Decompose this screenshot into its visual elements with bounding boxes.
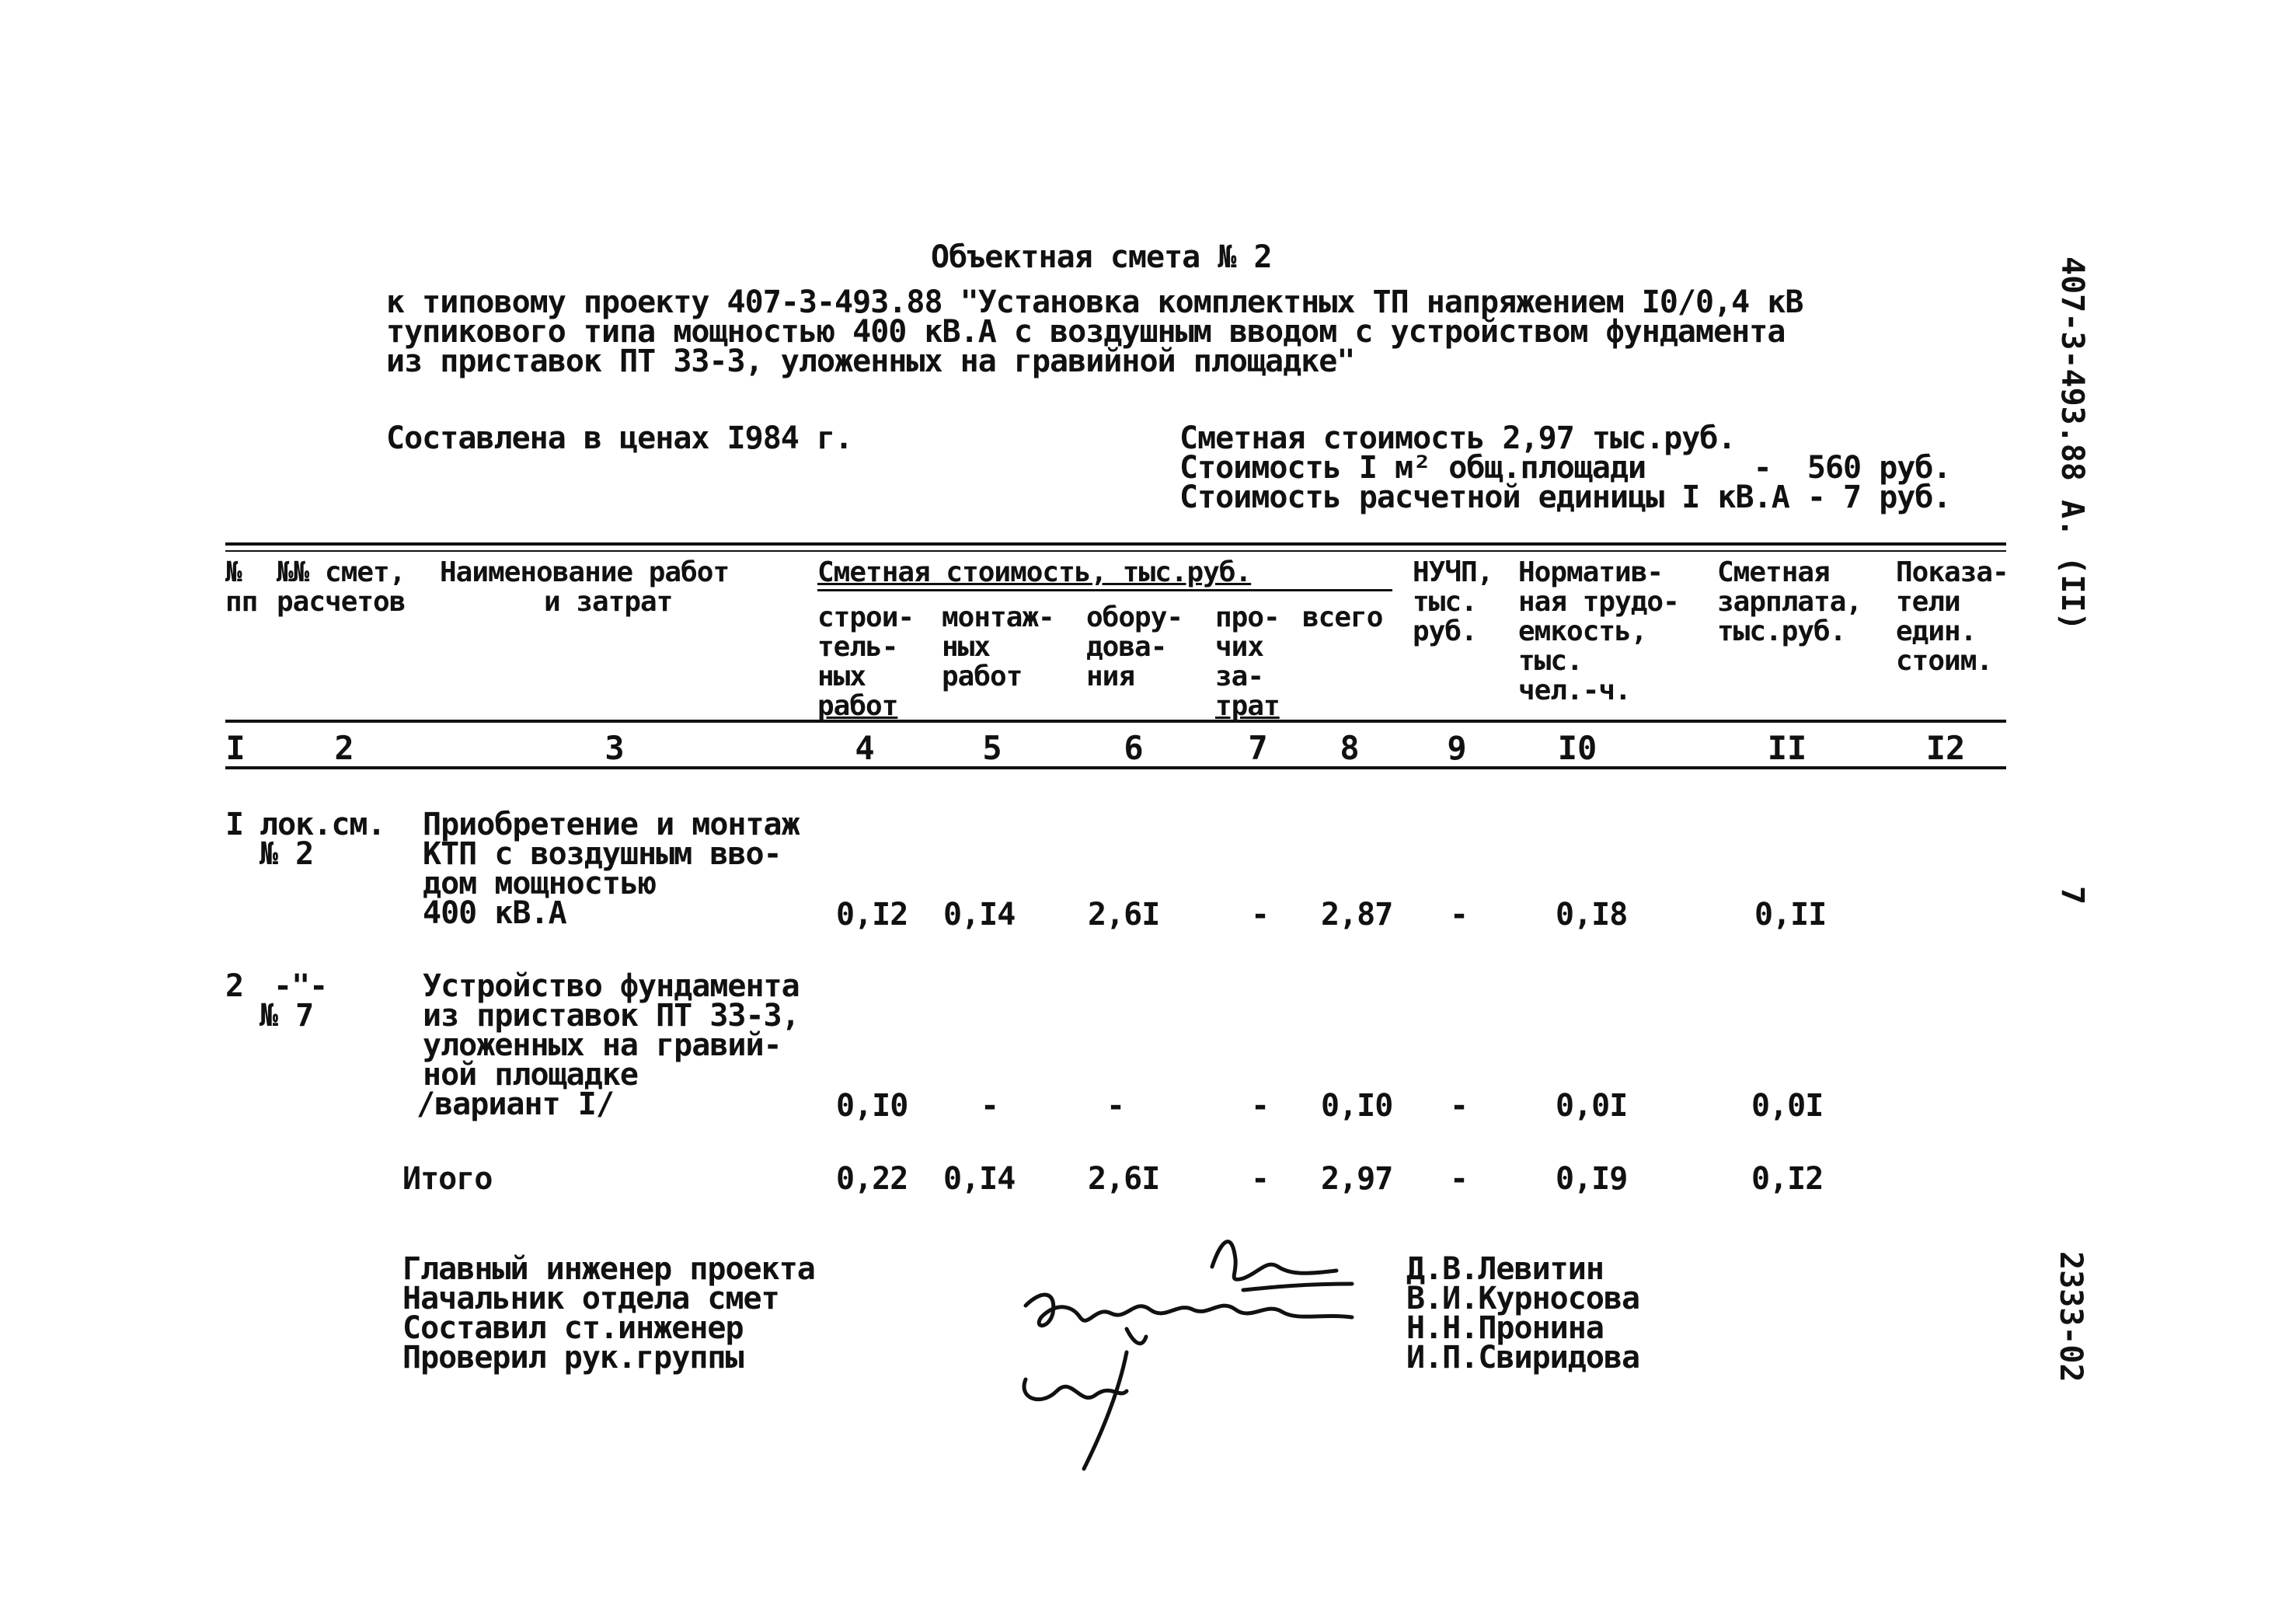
total-total: 2,97 xyxy=(1321,1161,1393,1197)
header-col-5-line-2: ных xyxy=(942,631,991,663)
header-col-11-line-1: Сметная xyxy=(1717,556,1830,588)
subtitle-line-1: к типовому проекту 407-3-493.88 "Установка комплектных ТП напряжением I0/0,4 кВ xyxy=(386,284,1803,320)
total-label: Итого xyxy=(402,1161,493,1197)
header-col-8: всего xyxy=(1302,602,1383,633)
header-col-7-line-2: чих xyxy=(1215,631,1264,663)
cell-installation-works: - xyxy=(981,1088,999,1124)
cell-nuchp: - xyxy=(1450,1088,1469,1124)
colnum-7: 7 xyxy=(1248,729,1268,767)
row-smeta-line-2: № 7 xyxy=(260,998,314,1034)
cell-salary: 0,II xyxy=(1754,897,1827,933)
header-col-11-line-3: тыс.руб. xyxy=(1717,615,1846,647)
row-name-line-2: из приставок ПТ 33-3, xyxy=(423,998,800,1034)
colnum-3: 3 xyxy=(604,729,625,767)
row-name-line-4: 400 кВ.А xyxy=(423,895,566,931)
header-col-12-line-2: тели xyxy=(1896,586,1960,618)
summary-cost-per-unit: Стоимость расчетной единицы I кВ.А - 7 руб. xyxy=(1179,479,1951,515)
row-name-line-4: ной площадке xyxy=(423,1057,638,1093)
row-number: I xyxy=(225,807,244,842)
colnum-10: I0 xyxy=(1557,729,1597,767)
cell-total: 0,I0 xyxy=(1321,1088,1393,1124)
total-labor: 0,I9 xyxy=(1556,1161,1628,1197)
row-name-line-2: КТП с воздушным вво- xyxy=(423,836,782,872)
header-col-12-line-1: Показа- xyxy=(1896,556,2009,588)
header-col-4-line-1: строи- xyxy=(817,602,915,633)
header-col-2-line-2: расчетов xyxy=(277,586,406,618)
side-code-top: 407-3-493.88 А. (II) xyxy=(2054,256,2090,631)
summary-cost: Сметная стоимость 2,97 тыс.руб. xyxy=(1179,420,1736,456)
side-code-bottom: 2333-02 xyxy=(2053,1251,2089,1383)
colnum-2: 2 xyxy=(334,729,354,767)
cell-other-costs: - xyxy=(1251,1088,1270,1124)
summary-cost-per-m2: Стоимость I м² общ.площади - 560 руб. xyxy=(1179,450,1951,486)
prices-year: Составлена в ценах I984 г. xyxy=(386,420,853,456)
header-col-1-line-1: № xyxy=(225,556,242,588)
cell-building-works: 0,I0 xyxy=(836,1088,908,1124)
header-group-cost: Сметная стоимость, тыс.руб. xyxy=(817,556,1252,588)
header-col-7-line-3: за- xyxy=(1215,661,1264,692)
total-salary: 0,I2 xyxy=(1751,1161,1824,1197)
table-top-rule-2 xyxy=(225,550,2006,552)
role-compiled-by: Составил ст.инженер xyxy=(402,1310,744,1346)
cell-nuchp: - xyxy=(1450,897,1469,933)
cell-equipment: - xyxy=(1106,1088,1125,1124)
row-smeta-line-2: № 2 xyxy=(260,836,314,872)
role-head-estimates: Начальник отдела смет xyxy=(402,1281,779,1316)
row-number: 2 xyxy=(225,968,244,1004)
row-name-line-5: /вариант I/ xyxy=(416,1086,614,1122)
row-name-line-1: Устройство фундамента xyxy=(423,968,800,1004)
total-building-works: 0,22 xyxy=(836,1161,908,1197)
header-col-10-line-4: тыс. xyxy=(1518,645,1583,677)
header-col-3-line-1: Наименование работ xyxy=(440,556,730,588)
colnum-5: 5 xyxy=(982,729,1002,767)
header-col-5-line-1: монтаж- xyxy=(942,602,1054,633)
row-smeta-line-1: лок.см. xyxy=(260,807,385,842)
header-col-9-line-1: НУЧП, xyxy=(1413,556,1493,588)
row-name-line-3: уложенных на гравий- xyxy=(423,1027,782,1063)
header-col-7-line-1: про- xyxy=(1215,602,1280,633)
total-installation-works: 0,I4 xyxy=(943,1161,1016,1197)
role-checked-by: Проверил рук.группы xyxy=(402,1340,744,1376)
header-bottom-rule xyxy=(225,720,2006,723)
header-col-1-line-2: пп xyxy=(225,586,258,618)
header-col-6-line-2: дова- xyxy=(1086,631,1167,663)
header-col-4-line-2: тель- xyxy=(817,631,898,663)
subtitle-line-2: тупикового типа мощностью 400 кВ.А с воздушным вводом с устройством фундамента xyxy=(386,314,1786,350)
row-name-line-3: дом мощностью xyxy=(423,866,657,901)
header-col-3-line-2: и затрат xyxy=(544,586,673,618)
header-col-4-line-3: ных xyxy=(817,661,866,692)
group-header-rule xyxy=(817,589,1392,591)
cell-labor: 0,0I xyxy=(1556,1088,1628,1124)
cell-total: 2,87 xyxy=(1321,897,1393,933)
total-equipment: 2,6I xyxy=(1088,1161,1160,1197)
header-col-7-line-4: трат xyxy=(1215,690,1280,722)
header-col-12-line-3: един. xyxy=(1896,615,1977,647)
handwritten-signatures xyxy=(1010,1212,1414,1492)
row-smeta-line-1: -"- xyxy=(273,968,328,1004)
header-col-2-line-1: №№ смет, xyxy=(277,556,406,588)
cell-other-costs: - xyxy=(1251,897,1270,933)
header-col-10-line-5: чел.-ч. xyxy=(1518,675,1631,706)
colnum-9: 9 xyxy=(1447,729,1467,767)
cell-labor: 0,I8 xyxy=(1556,897,1628,933)
role-chief-engineer: Главный инженер проекта xyxy=(402,1251,815,1287)
total-other-costs: - xyxy=(1251,1161,1270,1197)
colnum-6: 6 xyxy=(1124,729,1144,767)
name-head-estimates: В.И.Курносова xyxy=(1406,1281,1640,1316)
name-checked-by: И.П.Свиридова xyxy=(1406,1340,1640,1376)
total-nuchp: - xyxy=(1450,1161,1469,1197)
colnum-1: I xyxy=(225,729,246,767)
header-col-5-line-3: работ xyxy=(942,661,1023,692)
header-col-11-line-2: зарплата, xyxy=(1717,586,1862,618)
col-numbers-bottom-rule xyxy=(225,766,2006,769)
cell-building-works: 0,I2 xyxy=(836,897,908,933)
cell-salary: 0,0I xyxy=(1751,1088,1824,1124)
header-col-10-line-1: Норматив- xyxy=(1518,556,1664,588)
header-col-4-line-4: работ xyxy=(817,690,898,722)
header-col-9-line-3: руб. xyxy=(1413,615,1477,647)
header-col-9-line-2: тыс. xyxy=(1413,586,1477,618)
header-col-12-line-4: стоим. xyxy=(1896,645,1993,677)
cell-installation-works: 0,I4 xyxy=(943,897,1016,933)
header-col-10-line-2: ная трудо- xyxy=(1518,586,1679,618)
row-name-line-1: Приобретение и монтаж xyxy=(423,807,800,842)
colnum-12: I2 xyxy=(1925,729,1966,767)
colnum-8: 8 xyxy=(1340,729,1360,767)
side-page-number: 7 xyxy=(2054,886,2090,905)
header-col-10-line-3: емкость, xyxy=(1518,615,1647,647)
colnum-11: II xyxy=(1767,729,1807,767)
cell-equipment: 2,6I xyxy=(1088,897,1160,933)
name-compiled-by: Н.Н.Пронина xyxy=(1406,1310,1604,1346)
subtitle-line-3: из приставок ПТ 33-3, уложенных на гравийной площадке" xyxy=(386,343,1355,379)
table-top-rule xyxy=(225,542,2006,546)
header-col-6-line-1: обору- xyxy=(1086,602,1183,633)
name-chief-engineer: Д.В.Левитин xyxy=(1406,1251,1604,1287)
colnum-4: 4 xyxy=(855,729,875,767)
document-title: Объектная смета № 2 xyxy=(931,239,1272,275)
header-col-6-line-3: ния xyxy=(1086,661,1135,692)
